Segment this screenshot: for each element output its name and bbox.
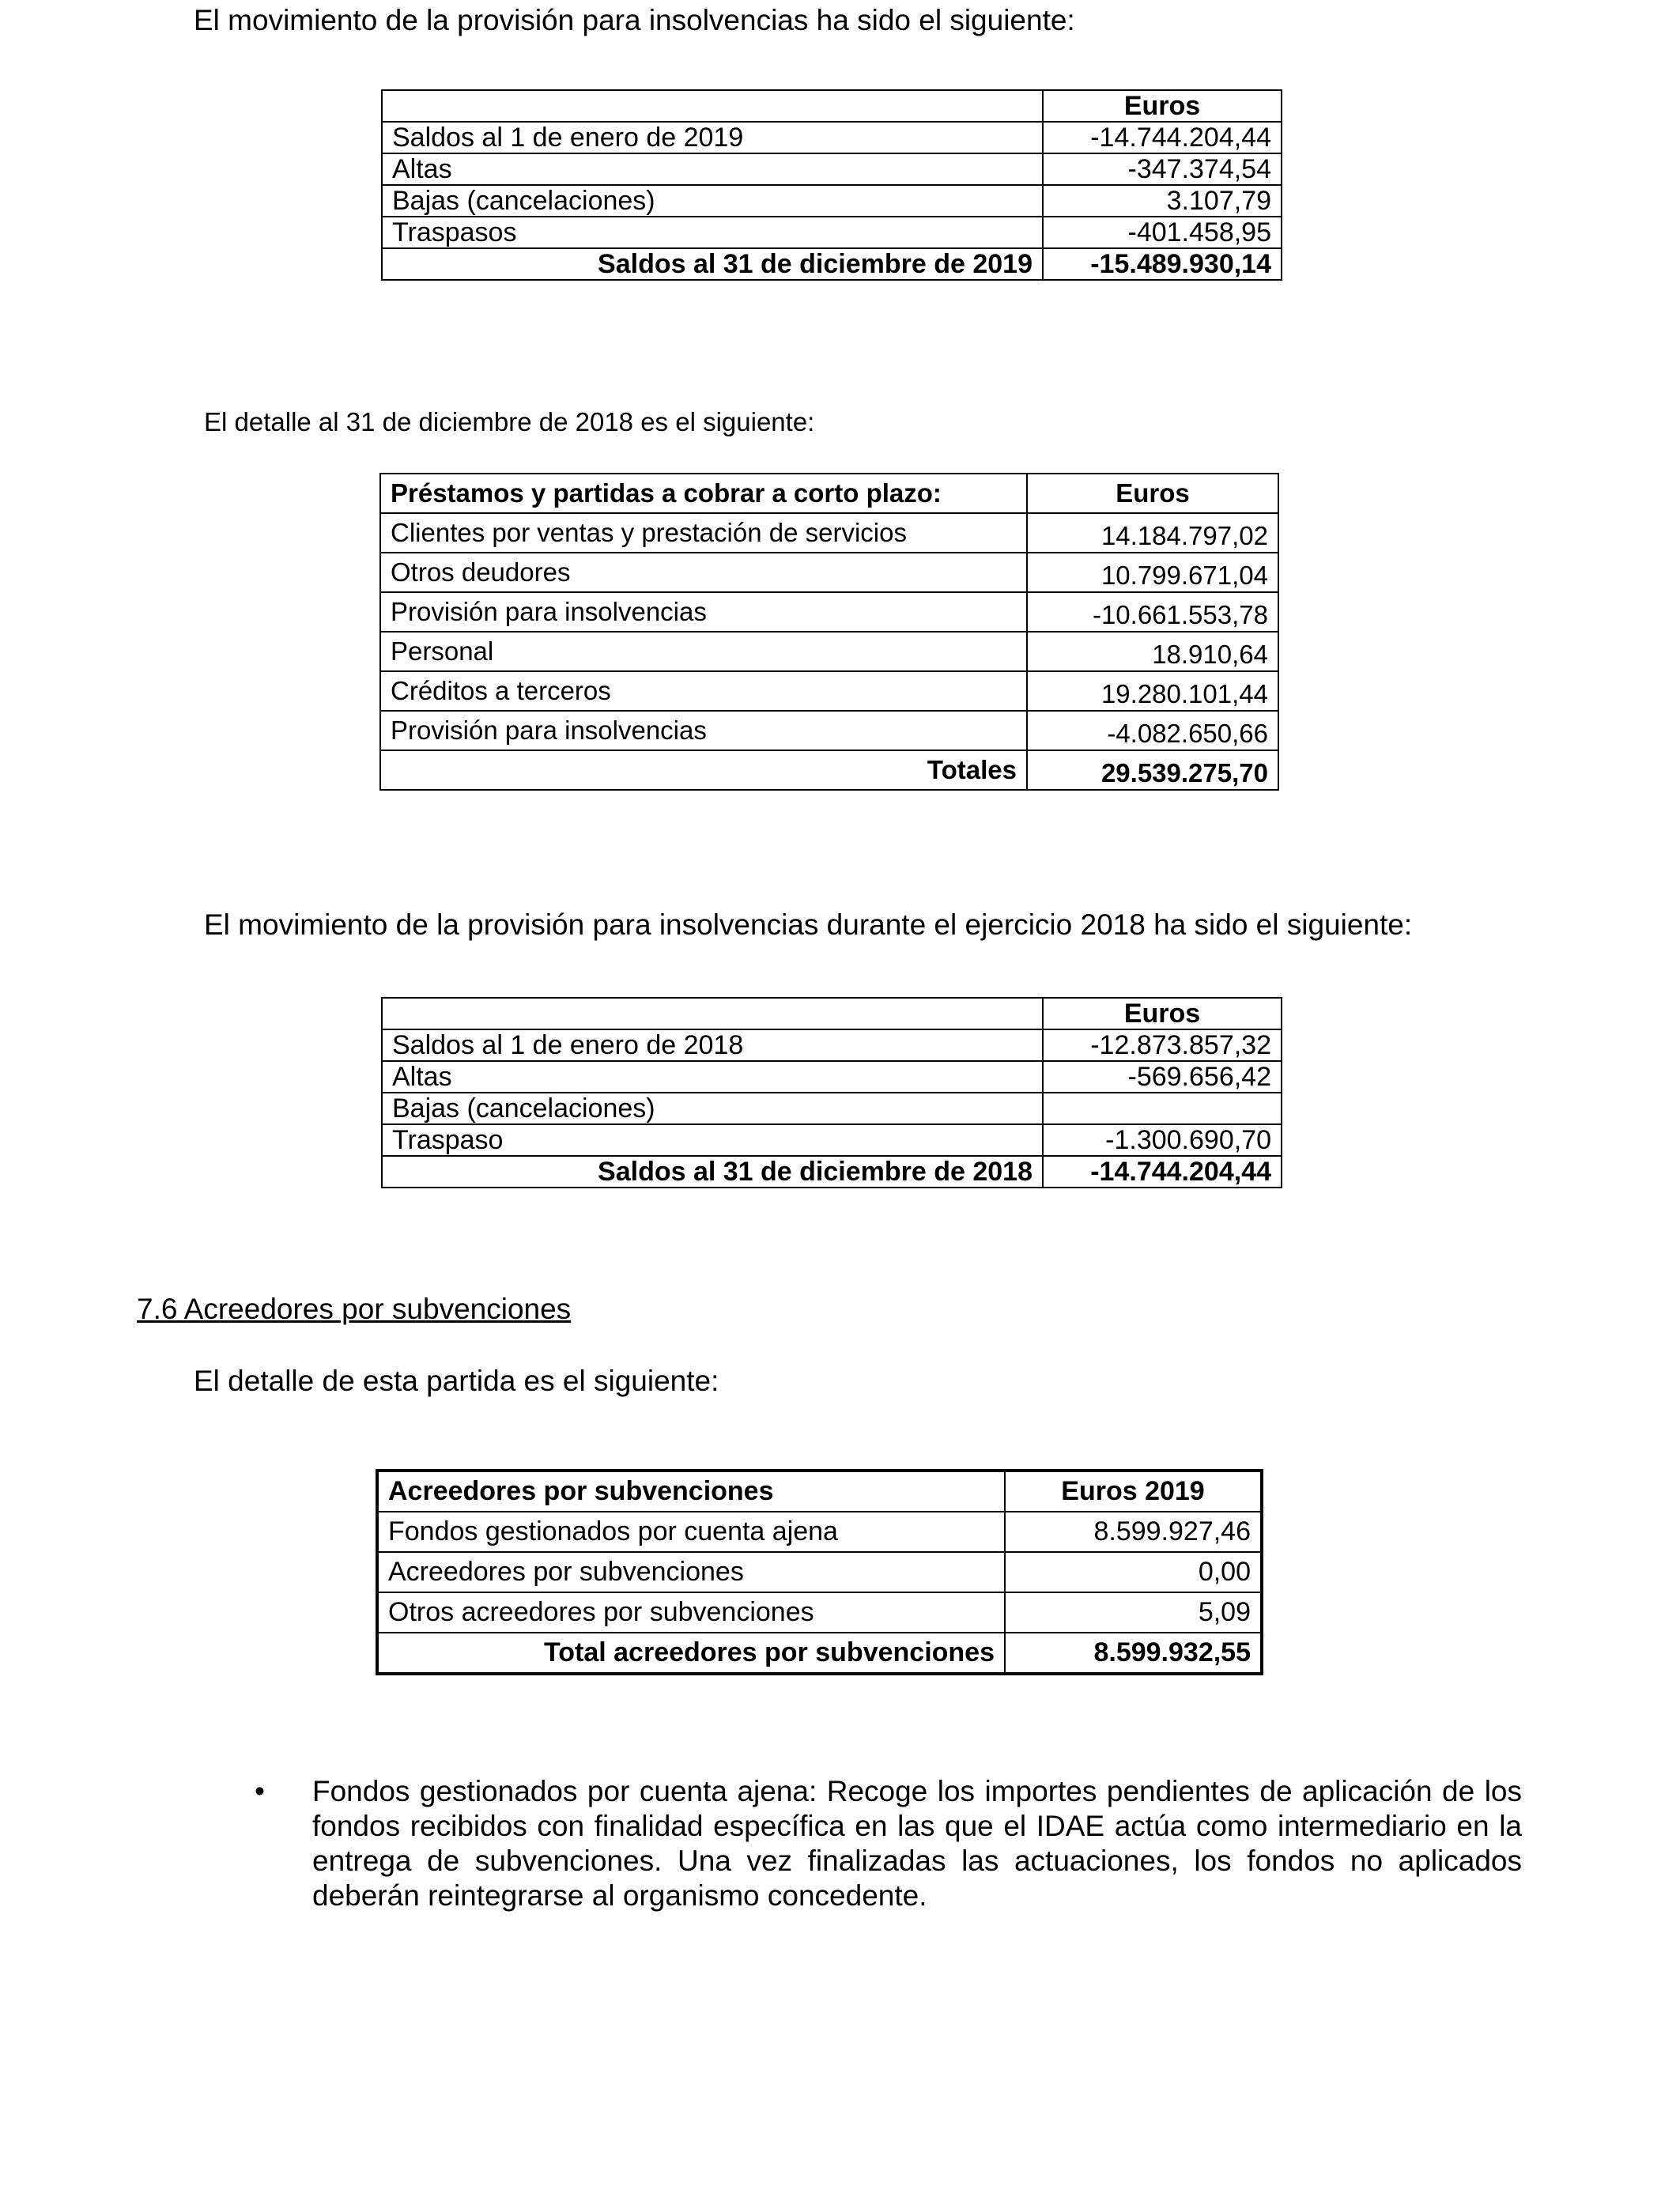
total-label: Total acreedores por subvenciones [377, 1633, 1005, 1674]
row-label: Traspasos [382, 217, 1043, 248]
row-value: 10.799.671,04 [1027, 553, 1278, 592]
row-value: -569.656,42 [1043, 1061, 1282, 1093]
total-value: -15.489.930,14 [1043, 248, 1282, 280]
row-label: Saldos al 1 de enero de 2018 [382, 1029, 1043, 1061]
table-row [380, 513, 1278, 553]
table-row [380, 711, 1278, 750]
intro-mov-2018: El movimiento de la provisión para insolvencias durante el ejercicio 2018 ha sido el siguiente: [204, 908, 1413, 941]
table-row [382, 185, 1282, 217]
row-value: 3.107,79 [1043, 185, 1282, 217]
row-value: -4.082.650,66 [1027, 711, 1278, 750]
intro-mov-2019: El movimiento de la provisión para insolvencias ha sido el siguiente: [194, 4, 1075, 36]
row-value: 5,09 [1005, 1592, 1262, 1633]
row-value: -14.744.204,44 [1043, 122, 1282, 153]
table-row [382, 1061, 1282, 1093]
table-total-row [382, 248, 1282, 280]
table-total-row [380, 750, 1278, 790]
table-row [382, 1124, 1282, 1156]
row-label: Créditos a terceros [380, 671, 1027, 711]
total-value: 29.539.275,70 [1027, 750, 1278, 790]
section-heading-7-6: 7.6 Acreedores por subvenciones [137, 1293, 572, 1325]
header-euros: Euros [1043, 998, 1282, 1029]
total-label: Saldos al 31 de diciembre de 2019 [382, 248, 1043, 280]
row-value [1043, 1093, 1282, 1124]
header-label: Acreedores por subvenciones [377, 1471, 1005, 1512]
table-row [380, 671, 1278, 711]
intro-detalle-2018: El detalle al 31 de diciembre de 2018 es el siguiente: [204, 407, 815, 436]
row-label: Personal [380, 632, 1027, 671]
row-label: Otros deudores [380, 553, 1027, 592]
table-header-row [380, 474, 1278, 513]
header-label [382, 998, 1043, 1029]
bullet-icon: • [255, 1775, 265, 1807]
table-header-row [382, 90, 1282, 122]
row-value: -401.458,95 [1043, 217, 1282, 248]
row-label: Fondos gestionados por cuenta ajena [377, 1512, 1005, 1552]
total-value: 8.599.932,55 [1005, 1633, 1262, 1674]
row-label: Saldos al 1 de enero de 2019 [382, 122, 1043, 153]
row-label: Otros acreedores por subvenciones [377, 1592, 1005, 1633]
table-total-row [377, 1633, 1262, 1674]
row-label: Clientes por ventas y prestación de servicios [380, 513, 1027, 553]
table-row [382, 153, 1282, 185]
row-value: -1.300.690,70 [1043, 1124, 1282, 1156]
header-euros: Euros [1043, 90, 1282, 122]
row-label: Provisión para insolvencias [380, 711, 1027, 750]
row-label: Bajas (cancelaciones) [382, 185, 1043, 217]
header-euros: Euros [1027, 474, 1278, 513]
table-row [382, 1029, 1282, 1061]
table-row [377, 1552, 1262, 1592]
row-label: Altas [382, 153, 1043, 185]
table-row [377, 1512, 1262, 1552]
table-mov-2018 [381, 997, 1282, 1188]
total-label: Saldos al 31 de diciembre de 2018 [382, 1156, 1043, 1188]
table-total-row [382, 1156, 1282, 1188]
table-row [380, 632, 1278, 671]
row-label: Traspaso [382, 1124, 1043, 1156]
row-value: -10.661.553,78 [1027, 592, 1278, 632]
header-label [382, 90, 1043, 122]
table-row [377, 1592, 1262, 1633]
bullet-fondos-gestionados: Fondos gestionados por cuenta ajena: Recoge los importes pendientes de aplicación de los fondos recibidos con finalidad específica en las que el IDAE actúa como intermediario en la entrega de subvenciones. Una vez finalizadas las actuaciones, los fondos no aplicados deberán reintegrarse al organismo concedente. [312, 1775, 1522, 1912]
row-label: Altas [382, 1061, 1043, 1093]
row-value: 14.184.797,02 [1027, 513, 1278, 553]
row-value: -12.873.857,32 [1043, 1029, 1282, 1061]
header-euros-2019: Euros 2019 [1005, 1471, 1262, 1512]
row-label: Acreedores por subvenciones [377, 1552, 1005, 1592]
table-row [382, 217, 1282, 248]
table-row [380, 553, 1278, 592]
intro-detalle-partida: El detalle de esta partida es el siguiente: [194, 1365, 719, 1397]
table-acreedores [376, 1469, 1263, 1675]
row-label: Bajas (cancelaciones) [382, 1093, 1043, 1124]
row-value: 0,00 [1005, 1552, 1262, 1592]
total-label: Totales [380, 750, 1027, 790]
row-value: -347.374,54 [1043, 153, 1282, 185]
table-row [382, 122, 1282, 153]
table-row [380, 592, 1278, 632]
row-value: 8.599.927,46 [1005, 1512, 1262, 1552]
table-header-row [382, 998, 1282, 1029]
table-detalle-2018 [379, 473, 1279, 791]
row-label: Provisión para insolvencias [380, 592, 1027, 632]
table-row [382, 1093, 1282, 1124]
total-value: -14.744.204,44 [1043, 1156, 1282, 1188]
header-label: Préstamos y partidas a cobrar a corto plazo: [380, 474, 1027, 513]
table-mov-2019 [381, 89, 1282, 281]
row-value: 19.280.101,44 [1027, 671, 1278, 711]
row-value: 18.910,64 [1027, 632, 1278, 671]
table-header-row [377, 1471, 1262, 1512]
